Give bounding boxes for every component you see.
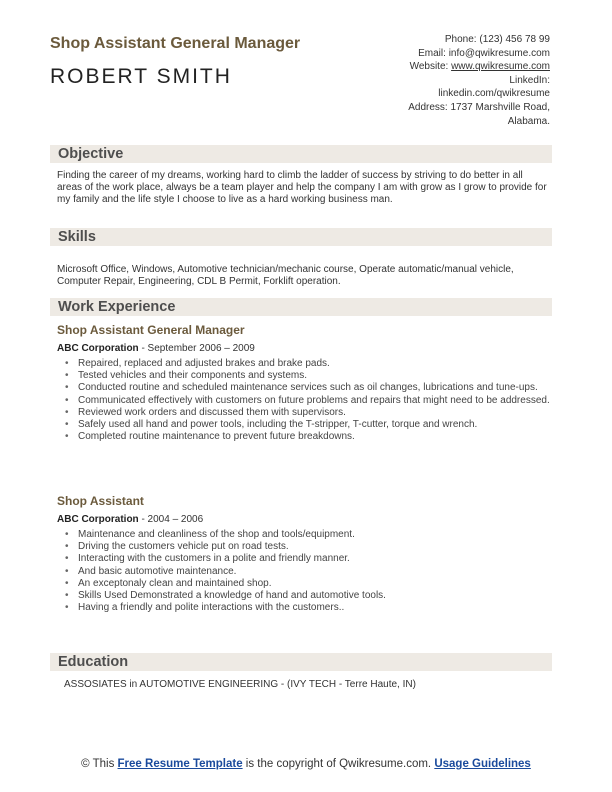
free-resume-template-link[interactable]: Free Resume Template (117, 758, 243, 770)
website-link[interactable]: www.qwikresume.com (451, 61, 550, 73)
contact-linkedin: linkedin.com/qwikresume (438, 88, 550, 100)
list-item: • Maintenance and cleanliness of the shop and tools/equipment. (65, 529, 550, 541)
contact-email: Email: info@qwikresume.com (418, 47, 550, 59)
job-2-bullets (65, 529, 550, 614)
footer-copyright: is the copyright of Qwikresume.com. (242, 758, 435, 770)
list-item: • Conducted routine and scheduled maintenance services such as oil changes, lubrications and tune-ups. (65, 382, 550, 394)
work-heading: Work Experience (58, 299, 176, 315)
job-1-period: - September 2006 – 2009 (138, 343, 255, 354)
list-item: • Repaired, replaced and adjusted brakes and brake pads. (65, 358, 550, 370)
objective-heading: Objective (58, 146, 124, 162)
list-item: • An exceptonaly clean and maintained shop. (65, 578, 550, 590)
job-1-bullets (65, 358, 550, 443)
candidate-name: ROBERT SMITH (50, 65, 232, 88)
list-item: • Tested vehicles and their components and systems. (65, 370, 550, 382)
contact-address: Address: 1737 Marshville Road, (408, 101, 550, 113)
list-item: • Completed routine maintenance to prevent future breakdowns. (65, 431, 550, 443)
skills-heading-bar (50, 228, 552, 246)
job-title: Shop Assistant General Manager (50, 35, 301, 52)
job-2-period: - 2004 – 2006 (138, 514, 204, 525)
list-item: • And basic automotive maintenance. (65, 566, 550, 578)
education-heading-bar (50, 653, 552, 671)
footer (60, 757, 552, 771)
contact-linkedin-label: LinkedIn: (509, 74, 550, 86)
job-1-company-line (57, 343, 255, 355)
job-2-company: ABC Corporation (57, 514, 139, 525)
education-text: ASSOSIATES in AUTOMOTIVE ENGINEERING - (IVY TECH - Terre Haute, IN) (64, 679, 416, 690)
list-item: • Having a friendly and polite interactions with the customers.. (65, 602, 550, 614)
list-item: • Interacting with the customers in a polite and friendly manner. (65, 553, 550, 565)
work-heading-bar (50, 298, 552, 316)
list-item: • Driving the customers vehicle put on road tests. (65, 541, 550, 553)
skills-text: Microsoft Office, Windows, Automotive technician/mechanic course, Operate automatic/manual vehicle, Computer Repair, Engineering, CDL B Permit, Forklift operation. (57, 264, 514, 287)
contact-website: Website: www.qwikresume.com (409, 61, 550, 73)
contact-phone: Phone: (123) 456 78 99 (444, 34, 550, 45)
footer-prefix: © This (81, 758, 118, 770)
objective-heading-bar (50, 145, 552, 163)
list-item: • Safely used all hand and power tools, including the T-stripper, T-cutter, torque and wrench. (65, 419, 550, 431)
job-1-title: Shop Assistant General Manager (57, 323, 245, 337)
contact-address-line2: Alabama. (507, 115, 550, 127)
contact-block (310, 33, 550, 128)
objective-text: Finding the career of my dreams, working hard to climb the ladder of success by striving to do better in all areas of the work place, always be a team player and help the company I am with grow as I grow to provide for my family and the life style I choose to live as a hard working business man. (57, 170, 547, 205)
list-item: • Communicated effectively with customers on future problems and repairs that might need to be addressed. (65, 395, 550, 407)
education-heading: Education (58, 654, 129, 670)
job-2-company-line (57, 514, 203, 526)
list-item: • Reviewed work orders and discussed them with supervisors. (65, 407, 550, 419)
job-1-company: ABC Corporation (57, 343, 139, 354)
usage-guidelines-link[interactable]: Usage Guidelines (434, 758, 531, 770)
skills-heading: Skills (58, 229, 96, 245)
job-2-title: Shop Assistant (57, 494, 144, 508)
list-item: • Skills Used Demonstrated a knowledge of hand and automotive tools. (65, 590, 550, 602)
